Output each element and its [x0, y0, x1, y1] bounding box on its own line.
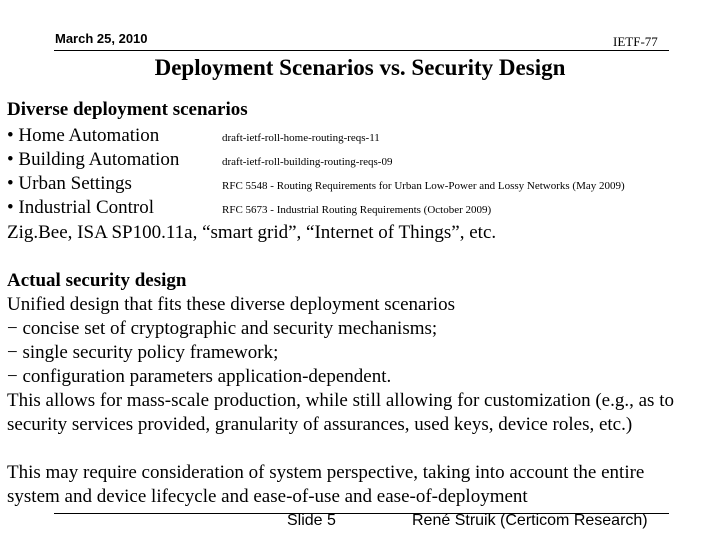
deployment-item-industrial: • Industrial Control — [7, 197, 155, 218]
security-bullet-config: − configuration parameters application-dependent. — [7, 366, 392, 387]
security-bullet-policy: − single security policy framework; — [7, 342, 279, 363]
header-divider — [54, 50, 669, 51]
deployment-ref-home: draft-ietf-roll-home-routing-reqs-11 — [222, 132, 380, 144]
security-line: security services provided, granularity of assurances, used keys, device roles, etc.) — [7, 414, 633, 435]
security-bullet-mechanisms: − concise set of cryptographic and security mechanisms; — [7, 318, 438, 339]
deployment-item-urban: • Urban Settings — [7, 173, 132, 194]
deployment-item-home: • Home Automation — [7, 125, 160, 146]
security-line: Unified design that fits these diverse deployment scenarios — [7, 294, 455, 315]
slide-title: Deployment Scenarios vs. Security Design — [154, 55, 566, 80]
deployment-examples: Zig.Bee, ISA SP100.11a, “smart grid”, “Internet of Things”, etc. — [7, 222, 497, 243]
security-heading: Actual security design — [7, 270, 187, 291]
security-line: This allows for mass-scale production, while still allowing for customization (e.g., as to — [7, 390, 674, 411]
closing-line: system and device lifecycle and ease-of-use and ease-of-deployment — [7, 486, 528, 507]
deployment-item-building: • Building Automation — [7, 149, 180, 170]
footer-slide-number: Slide 5 — [287, 512, 336, 529]
deployment-ref-urban: RFC 5548 - Routing Requirements for Urban Low-Power and Lossy Networks (May 2009) — [222, 180, 625, 192]
deployment-heading: Diverse deployment scenarios — [7, 99, 248, 120]
deployment-ref-building: draft-ietf-roll-building-routing-reqs-09 — [222, 156, 393, 168]
header-meeting: IETF-77 — [613, 34, 658, 49]
footer-author: René Struik (Certicom Research) — [412, 512, 648, 529]
header-date: March 25, 2010 — [55, 31, 148, 46]
closing-line: This may require consideration of system perspective, taking into account the entire — [7, 462, 645, 483]
deployment-ref-industrial: RFC 5673 - Industrial Routing Requirements (October 2009) — [222, 204, 492, 216]
